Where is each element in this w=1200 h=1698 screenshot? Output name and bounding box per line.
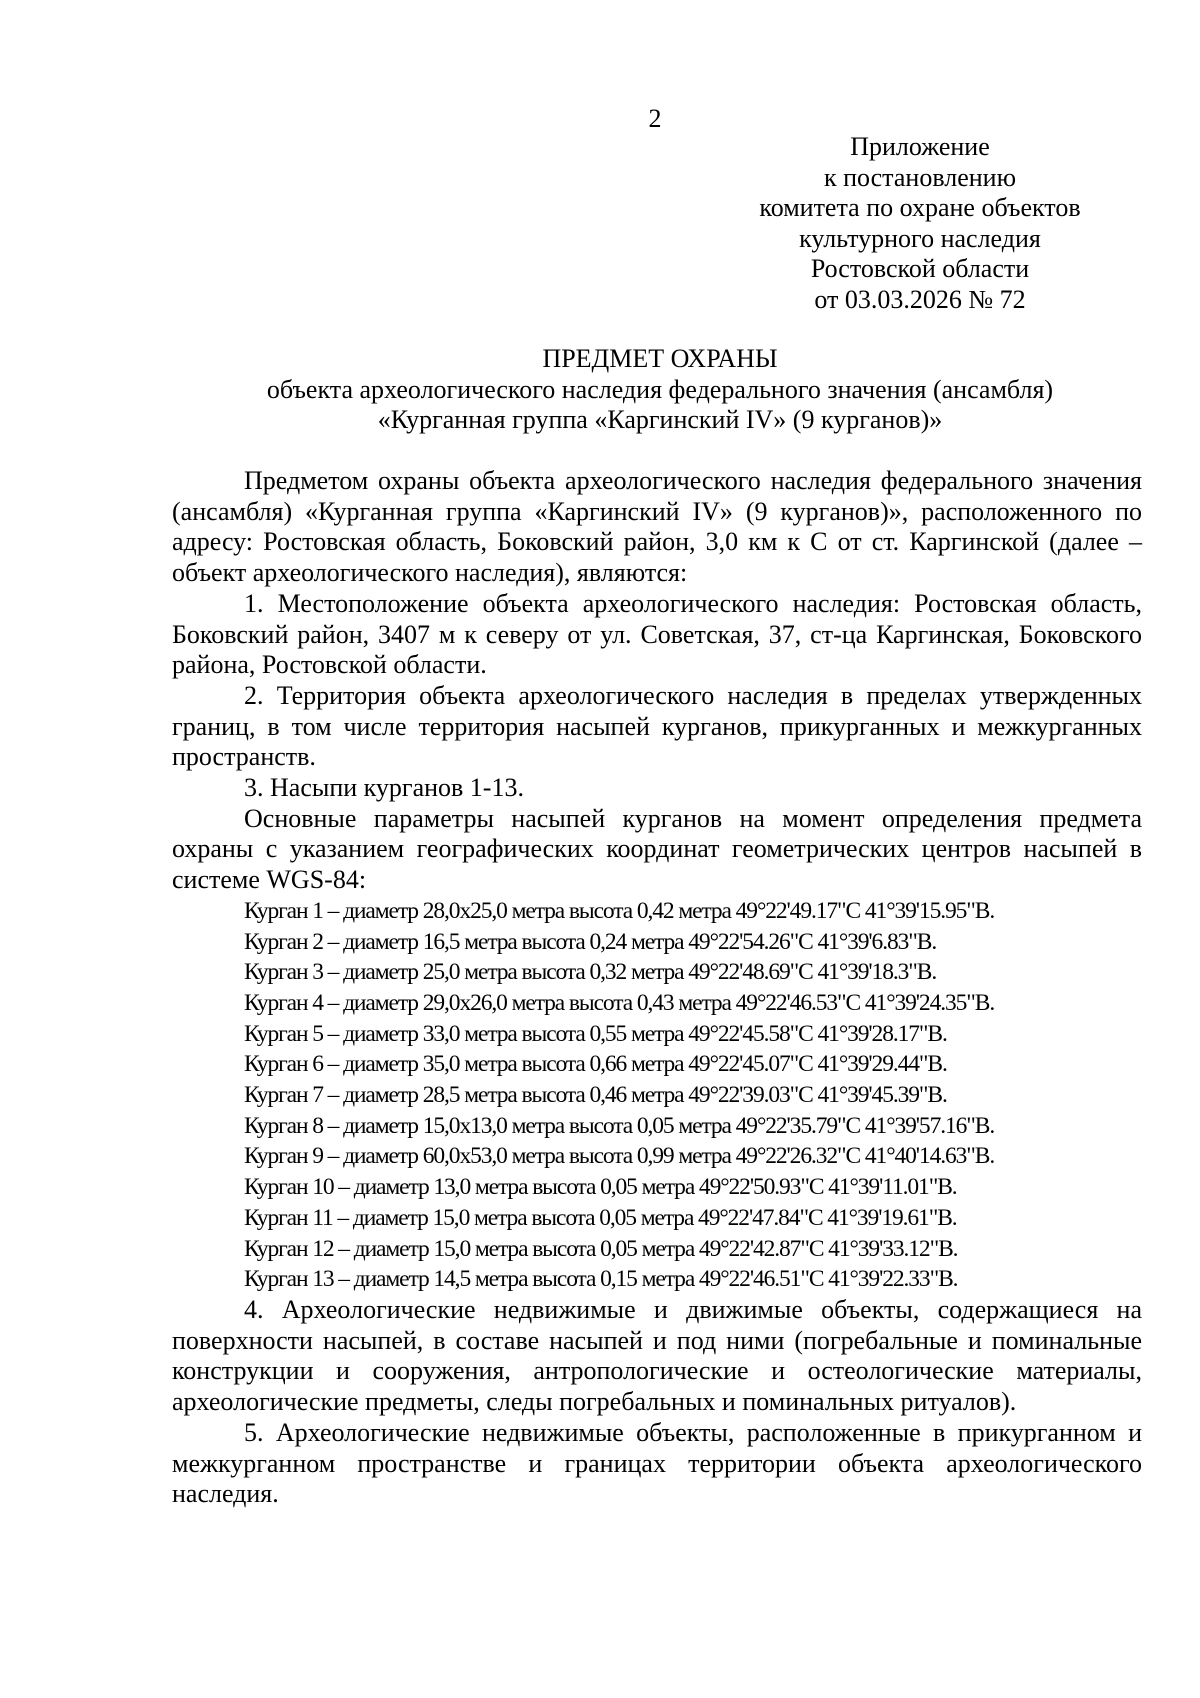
kurgan-item: Курган 13 – диаметр 14,5 метра высота 0,15 метра 49°22'46.51"С 41°39'22.33"В. bbox=[244, 1266, 958, 1293]
title-subtitle: объекта археологического наследия федерального значения (ансамбля) bbox=[266, 374, 1054, 404]
kurgan-item: Курган 11 – диаметр 15,0 метра высота 0,05 метра 49°22'47.84"С 41°39'19.61"В. bbox=[244, 1204, 957, 1231]
kurgan-list bbox=[172, 896, 1142, 1295]
title-object-name: «Курганная группа «Каргинский IV» (9 курганов)» bbox=[377, 405, 943, 434]
kurgan-item: Курган 7 – диаметр 28,5 метра высота 0,46 метра 49°22'39.03"С 41°39'45.39"В. bbox=[244, 1082, 947, 1109]
kurgan-item: Курган 10 – диаметр 13,0 метра высота 0,05 метра 49°22'50.93"С 41°39'11.01"В. bbox=[244, 1174, 957, 1201]
item-archaeological-objects: 4. Археологические недвижимые и движимые объекты, содержащиеся на поверхности насыпей, в составе насыпей и под ними (погребальные и поминальные конструкции и сооружения, антропологические и остеологические материалы, археологические предметы, следы погребальных и поминальных ритуалов). bbox=[172, 1294, 1142, 1417]
page-number: 2 bbox=[648, 104, 662, 133]
item-location: 1. Местоположение объекта археологического наследия: Ростовская область, Боковский район, 3407 м к северу от ул. Советская, 37, ст-ца Каргинская, Боковского района, Ростовской области. bbox=[172, 588, 1142, 680]
appendix-line: комитета по охране объектов bbox=[759, 193, 1081, 222]
kurgan-item: Курган 9 – диаметр 60,0х53,0 метра высота 0,99 метра 49°22'26.32"С 41°40'14.63"В. bbox=[244, 1143, 995, 1170]
document-body bbox=[172, 466, 1142, 1510]
kurgan-item: Курган 12 – диаметр 15,0 метра высота 0,05 метра 49°22'42.87"С 41°39'33.12"В. bbox=[244, 1235, 958, 1262]
kurgan-item: Курган 3 – диаметр 25,0 метра высота 0,32 метра 49°22'48.69"С 41°39'18.3"В. bbox=[244, 959, 937, 986]
appendix-line: Ростовской области bbox=[810, 254, 1030, 283]
appendix-line: от 03.03.2026 № 72 bbox=[814, 284, 1026, 314]
kurgan-item: Курган 1 – диаметр 28,0х25,0 метра высота 0,42 метра 49°22'49.17"С 41°39'15.95"В. bbox=[244, 897, 995, 924]
kurgan-item: Курган 2 – диаметр 16,5 метра высота 0,24 метра 49°22'54.26"С 41°39'6.83"В. bbox=[244, 928, 937, 955]
appendix-line: культурного наследия bbox=[799, 223, 1041, 253]
appendix-line: Приложение bbox=[850, 132, 990, 161]
kurgan-item: Курган 6 – диаметр 35,0 метра высота 0,66 метра 49°22'45.07"С 41°39'29.44"В. bbox=[244, 1051, 947, 1078]
appendix-line: к постановлению bbox=[823, 162, 1017, 192]
title-main: ПРЕДМЕТ ОХРАНЫ bbox=[542, 344, 778, 373]
kurgan-item: Курган 4 – диаметр 29,0х26,0 метра высота 0,43 метра 49°22'46.53"С 41°39'24.35"В. bbox=[244, 989, 995, 1016]
appendix-header bbox=[740, 132, 1100, 315]
kurgan-item: Курган 5 – диаметр 33,0 метра высота 0,55 метра 49°22'45.58"С 41°39'28.17"В. bbox=[244, 1020, 947, 1047]
kurgan-item: Курган 8 – диаметр 15,0х13,0 метра высота 0,05 метра 49°22'35.79"С 41°39'57.16"В. bbox=[244, 1112, 995, 1139]
document-title bbox=[170, 344, 1150, 436]
item-territory: 2. Территория объекта археологического наследия в пределах утвержденных границ, в том числе территория насыпей курганов, прикурганных и межкурганных пространств. bbox=[172, 680, 1142, 772]
params-paragraph: Основные параметры насыпей курганов на момент определения предмета охраны с указанием географических координат геометрических центров насыпей в системе WGS-84: bbox=[172, 803, 1142, 895]
item-mounds: 3. Насыпи курганов 1-13. bbox=[244, 773, 524, 803]
intro-paragraph: Предметом охраны объекта археологического наследия федерального значения (ансамбля) «Курганная группа «Каргинский IV» (9 курганов)», расположенного по адресу: Ростовская область, Боковский район, 3,0 км к С от ст. Каргинской (далее – объект археологического наследия), являются: bbox=[172, 466, 1142, 588]
item-immovable-objects: 5. Археологические недвижимые объекты, расположенные в прикурганном и межкурганном пространстве и границах территории объекта археологического наследия. bbox=[172, 1417, 1142, 1509]
